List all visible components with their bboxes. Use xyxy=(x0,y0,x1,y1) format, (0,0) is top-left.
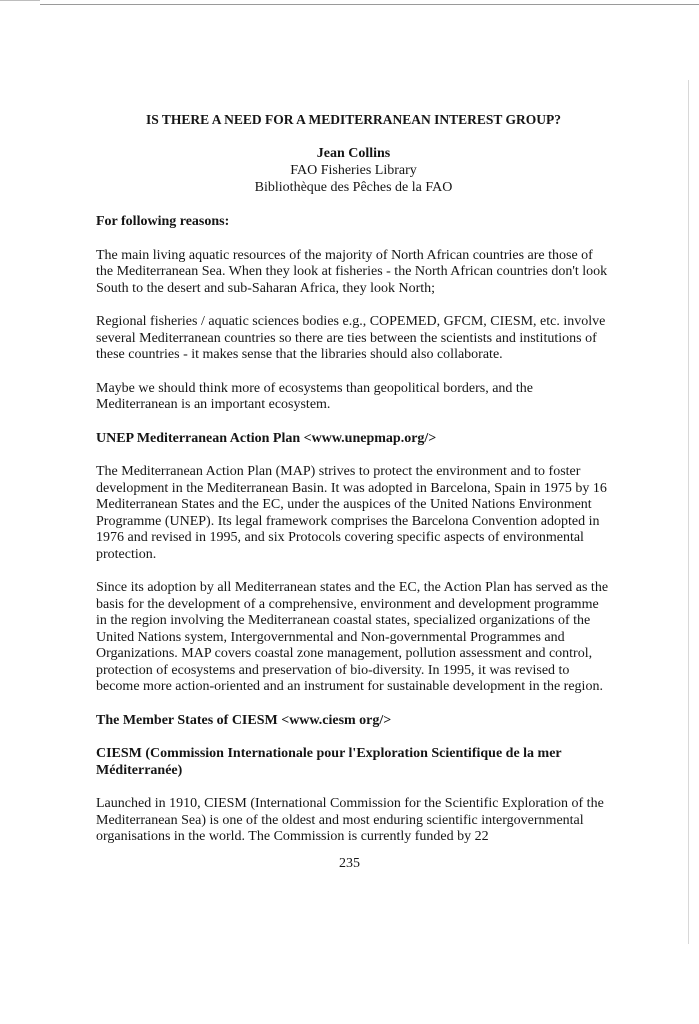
reason-paragraph-1: The main living aquatic resources of the majority of North African countries are those of the Mediterranean Sea. When they look at fisheries - the North African countries don't look South to the desert and sub-Saharan Africa, they look North; xyxy=(96,247,608,296)
unep-paragraph-1: The Mediterranean Action Plan (MAP) strives to protect the environment and to foster development in the Mediterranean Basin. It was adopted in Barcelona, Spain in 1975 by 16 Mediterranean States and the EC, under the auspices of the United Nations Environment Programme (UNEP). Its legal framework comprises the Barcelona Convention adopted in 1976 and revised in 1995, and six Protocols covering specific aspects of environmental protection. xyxy=(96,464,607,562)
author-block xyxy=(96,145,611,196)
author-name: Jean Collins xyxy=(316,146,391,161)
document-page xyxy=(96,112,611,846)
page-edge-line xyxy=(688,80,689,944)
page-number: 235 xyxy=(339,856,360,871)
ciesm-heading: CIESM (Commission Internationale pour l'Exploration Scientifique de la mer Méditerranée) xyxy=(96,746,562,778)
author-affiliation-en: FAO Fisheries Library xyxy=(290,163,417,178)
reason-paragraph-3: Maybe we should think more of ecosystems than geopolitical borders, and the Mediterranean is an important ecosystem. xyxy=(96,380,534,412)
reasons-heading: For following reasons: xyxy=(96,214,230,229)
members-heading: The Member States of CIESM <www.ciesm org/> xyxy=(96,712,392,728)
document-title: IS THERE A NEED FOR A MEDITERRANEAN INTEREST GROUP? xyxy=(145,112,562,127)
unep-paragraph-2: Since its adoption by all Mediterranean states and the EC, the Action Plan has served as the basis for the development of a comprehensive, environment and development programme in the region involving the Mediterranean coastal states, specialized organizations of the United Nations system, Intergovernmental and Non-governmental Programmes and Organizations. MAP covers coastal zone management, pollution assessment and control, protection of ecosystems and preservation of bio-diversity. In 1995, it was revised to become more action-oriented and an instrument for sustainable development in the region. xyxy=(96,580,609,694)
author-affiliation-fr: Bibliothèque des Pêches de la FAO xyxy=(254,180,453,195)
ciesm-paragraph: Launched in 1910, CIESM (International Commission for the Scientific Exploration of the Mediterranean Sea) is one of the oldest and most enduring scientific intergovernmental organisations in the world. The Commission is currently funded by 22 xyxy=(96,796,604,844)
top-rule-short xyxy=(0,0,40,1)
unep-heading: UNEP Mediterranean Action Plan <www.unepmap.org/> xyxy=(96,430,437,446)
top-rule xyxy=(40,4,699,5)
reason-paragraph-2: Regional fisheries / aquatic sciences bodies e.g., COPEMED, GFCM, CIESM, etc. involve several Mediterranean countries so there are ties between the scientists and institutions of these countries - it makes sense that the libraries should also collaborate. xyxy=(96,314,606,362)
